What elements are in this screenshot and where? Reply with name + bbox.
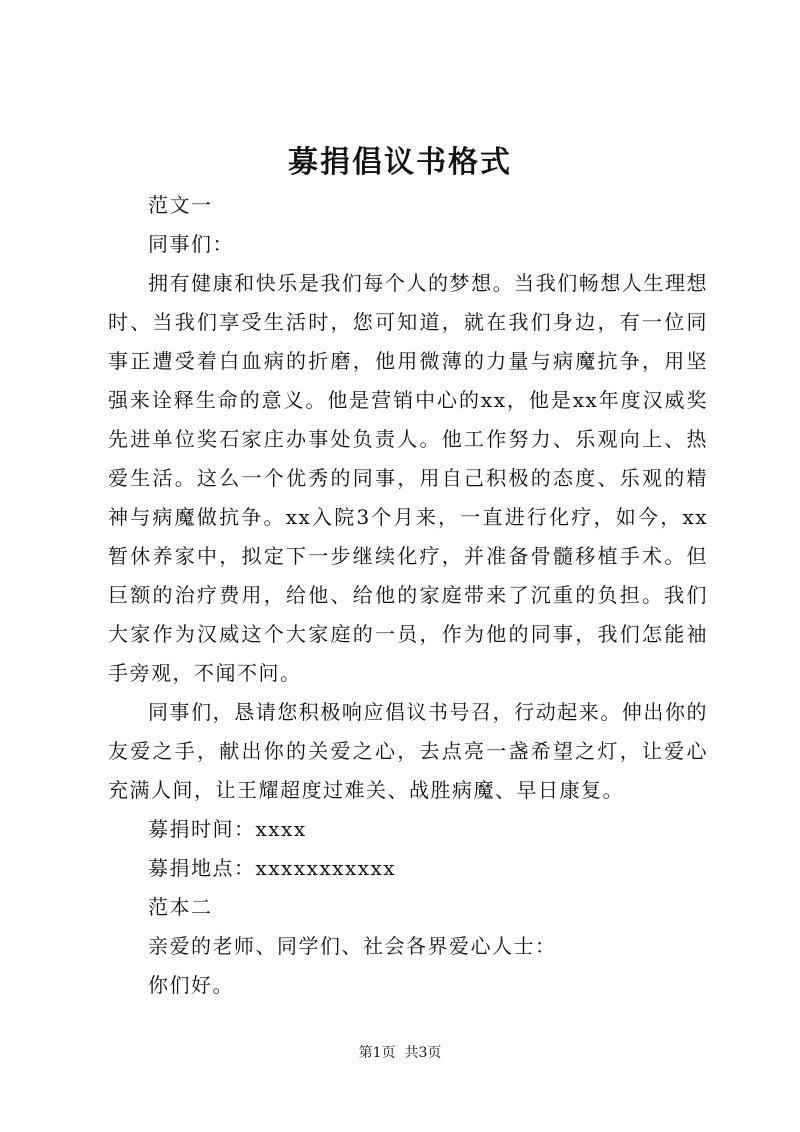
paragraph-section-heading-2: 范本二: [148, 895, 213, 919]
paragraph-salutation-1: 同事们：: [148, 232, 234, 256]
document-body: [108, 186, 708, 1005]
paragraph-donation-place: 募捐地点：xxxxxxxxxxx: [148, 856, 397, 880]
paragraph-greeting: 你们好。: [148, 973, 234, 997]
paragraph-donation-time: 募捐时间：xxxx: [148, 817, 307, 841]
paragraph-section-heading-1: 范文一: [148, 193, 213, 217]
document-title: 募捐倡议书格式: [288, 145, 512, 180]
paragraph-body-2: 同事们，恳请您积极响应倡议书号召，行动起来。伸出你的友爱之手，献出你的关爱之心，去点亮一盏希望之灯，让爱心充满人间，让王耀超度过难关、战胜病魔、早日康复。: [108, 700, 708, 802]
page-footer: 第1页 共3页: [358, 1045, 442, 1061]
paragraph-salutation-2: 亲爱的老师、同学们、社会各界爱心人士：: [148, 934, 557, 958]
paragraph-body-1: 拥有健康和快乐是我们每个人的梦想。当我们畅想人生理想时、当我们享受生活时，您可知道，就在我们身边，有一位同事正遭受着白血病的折磨，他用微薄的力量与病魔抗争，用坚强来诠释生命的意义。他是营销中心的xx，他是xx年度汉威奖先进单位奖石家庄办事处负责人。他工作努力、乐观向上、热爱生活。这么一个优秀的同事，用自己积极的态度、乐观的精神与病魔做抗争。xx入院3个月来，一直进行化疗，如今，xx暂休养家中，拟定下一步继续化疗，并准备骨髓移植手术。但巨额的治疗费用，给他、给他的家庭带来了沉重的负担。我们大家作为汉威这个大家庭的一员，作为他的同事，我们怎能袖手旁观，不闻不问。: [108, 271, 708, 685]
